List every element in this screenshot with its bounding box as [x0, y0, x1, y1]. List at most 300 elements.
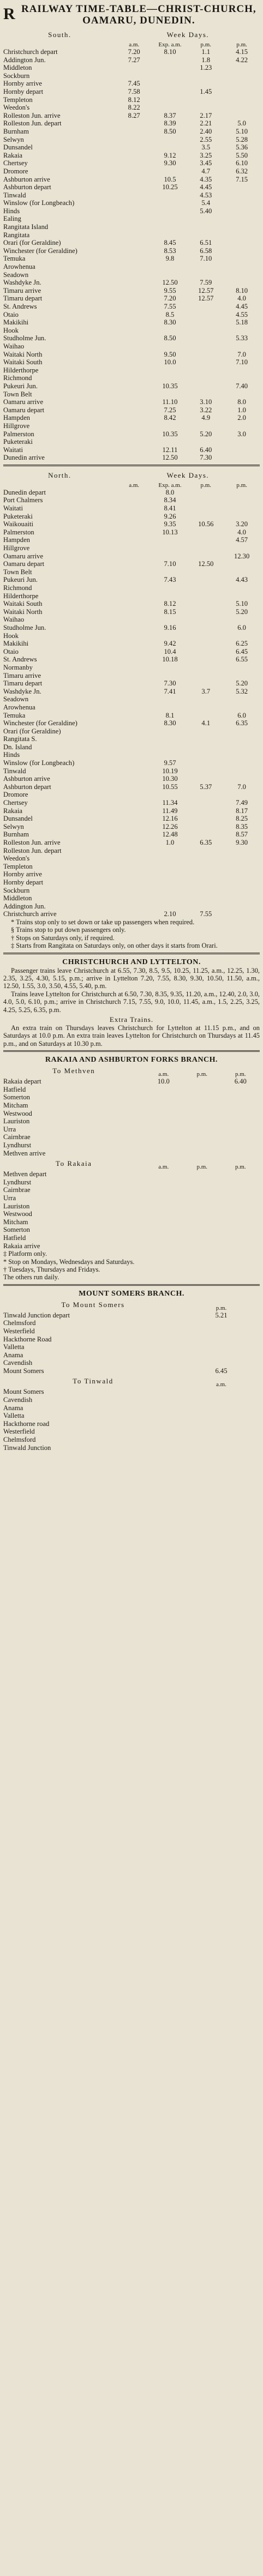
station-name: Rangitata Island [3, 223, 49, 231]
time-cell [152, 902, 188, 911]
time-cell [188, 887, 224, 895]
time-cell: 1.1 [201, 48, 211, 56]
time-cell: 8.12 [128, 95, 140, 104]
time-cell: 8.50 [164, 334, 176, 342]
station-name: Selwyn [3, 135, 24, 143]
station-name: Mount Somers [3, 1367, 44, 1375]
station-name: Otaio [3, 310, 19, 318]
time-cell [116, 351, 152, 359]
table-row [3, 1311, 260, 1320]
footnote: The others run daily. [3, 1273, 59, 1281]
station-name: Somerton [3, 1226, 30, 1234]
time-cell [152, 536, 188, 544]
time-cell [188, 672, 224, 680]
time-cell [116, 311, 152, 319]
time-cell [224, 247, 260, 255]
time-cell [116, 584, 152, 592]
time-cell [224, 759, 260, 767]
station-name: Makikihi [3, 640, 29, 648]
time-cell [224, 878, 260, 887]
time-cell [224, 239, 260, 247]
time-cell [152, 104, 188, 112]
time-cell [188, 863, 224, 871]
time-cell [116, 366, 152, 375]
rakaia-heading: RAKAIA AND ASHBURTON FORKS BRANCH. [45, 1056, 218, 1064]
station-name: Westerfield [3, 1327, 35, 1335]
time-cell [116, 600, 152, 608]
time-cell [152, 703, 188, 712]
time-cell: 7.43 [164, 576, 176, 584]
station-name: Town Belt [3, 568, 32, 576]
time-cell: 5.10 [236, 127, 248, 135]
time-cell [222, 1102, 260, 1110]
station-name: Chertsey [3, 159, 28, 167]
time-cell [188, 735, 224, 743]
time-cell: 9.35 [164, 520, 176, 528]
time-cell [116, 406, 152, 414]
table-row [3, 255, 260, 263]
time-cell [188, 592, 224, 600]
station-name: Hackthorne road [3, 1419, 50, 1428]
time-cell [222, 1149, 260, 1158]
table-row [3, 96, 260, 104]
table-row [3, 390, 260, 399]
station-name: Hornby depart [3, 878, 44, 886]
table-row [3, 430, 260, 438]
time-cell [224, 616, 260, 624]
table-row [3, 695, 260, 703]
time-cell [224, 104, 260, 112]
station-name: Port Chalmers [3, 496, 43, 504]
station-name: Christchurch arrive [3, 910, 57, 918]
station-name: Christchurch depart [3, 48, 58, 56]
table-row [3, 1436, 260, 1444]
time-cell [116, 847, 152, 855]
table-row [3, 318, 260, 327]
station-name: Middleton [3, 64, 32, 72]
time-cell [152, 136, 188, 144]
time-cell: 7.25 [164, 406, 176, 414]
time-cell: 7.0 [237, 783, 246, 791]
time-cell [224, 751, 260, 759]
table-row [3, 1117, 260, 1126]
time-cell: 6.25 [236, 640, 248, 648]
time-cell [222, 1126, 260, 1134]
table-row [3, 382, 260, 390]
time-col-label: p.m. [235, 1164, 246, 1171]
time-cell [116, 608, 152, 616]
time-cell [222, 1234, 260, 1242]
table-row [3, 1428, 260, 1436]
time-cell [224, 72, 260, 80]
table-row [3, 743, 260, 751]
station-name: Hornby arrive [3, 80, 42, 88]
time-cell: 7.45 [128, 80, 140, 88]
time-cell [188, 536, 224, 544]
time-cell [116, 520, 152, 528]
time-cell [116, 536, 152, 544]
table-row [3, 279, 260, 287]
time-cell: 10.19 [162, 767, 178, 775]
station-name: Sockburn [3, 886, 30, 894]
time-cell [116, 390, 152, 399]
time-cell [224, 568, 260, 576]
time-cell: 7.55 [200, 910, 212, 918]
time-cell [224, 544, 260, 552]
table-row [3, 719, 260, 727]
time-cell [152, 552, 188, 561]
table-row [3, 703, 260, 712]
time-cell [116, 271, 152, 279]
table-row [3, 1102, 260, 1110]
time-cell: 9.8 [165, 255, 175, 263]
station-name: St. Andrews [3, 303, 37, 310]
time-cell [145, 1149, 183, 1158]
table-row [3, 136, 260, 144]
time-cell [224, 496, 260, 504]
time-col-label: a.m. [129, 41, 140, 48]
time-cell [152, 438, 188, 446]
table-row [3, 544, 260, 552]
time-cell: 8.27 [128, 111, 140, 119]
table-row [3, 294, 260, 303]
table-row [3, 775, 260, 783]
time-cell [116, 430, 152, 438]
station-name: Lyndhurst [3, 1178, 32, 1186]
time-cell [116, 72, 152, 80]
table-row [3, 863, 260, 871]
time-cell: 7.30 [164, 679, 176, 688]
station-name: Hilderthorpe [3, 366, 39, 374]
time-cell [116, 807, 152, 815]
time-cell [188, 830, 224, 839]
time-cell: 7.27 [128, 56, 140, 64]
time-cell [183, 1226, 222, 1234]
time-cell [188, 902, 224, 911]
station-name: Tinwald Junction depart [3, 1311, 70, 1319]
time-cell: 2.55 [200, 135, 212, 143]
time-col-label: a.m. [158, 1164, 169, 1171]
table-row [3, 1404, 260, 1412]
time-cell: 4.45 [236, 303, 248, 310]
time-cell [188, 799, 224, 807]
time-cell: 10.30 [162, 775, 178, 783]
station-name: Waitaki South [3, 358, 43, 366]
table-row [3, 489, 260, 497]
station-name: Weedon's [3, 104, 30, 112]
time-cell: 12.16 [162, 815, 178, 823]
time-cell: 9.50 [164, 350, 176, 358]
time-cell: 9.30 [236, 839, 248, 846]
time-cell [145, 1234, 183, 1242]
time-cell [116, 374, 152, 382]
time-cell: 12.57 [198, 286, 214, 294]
time-cell [188, 528, 224, 537]
table-row [3, 334, 260, 342]
time-cell [224, 422, 260, 430]
time-cell [224, 672, 260, 680]
extra-trains-para: An extra train on Thursdays leaves Christchurch for Lyttelton at 11.15 p.m., and on Saturdays at 10.0 p.m. An extra train leaves Lyttelton for Christchurch on Thursdays at 11.45 p.m., and on Saturdays at 10.30 p.m. [3, 1024, 260, 1048]
table-row [3, 1078, 260, 1086]
time-cell: 8.42 [164, 414, 176, 422]
time-cell [116, 382, 152, 390]
time-cell [116, 887, 152, 895]
time-cell: 10.5 [164, 175, 176, 183]
time-cell [116, 176, 152, 184]
time-cell [188, 712, 224, 720]
direction-header: To Mount Somers [61, 1300, 125, 1309]
time-cell [222, 1170, 260, 1178]
table-row [3, 735, 260, 743]
time-cell [188, 342, 224, 351]
direction-header: To Rakaia [56, 1159, 92, 1168]
time-cell [116, 143, 152, 152]
time-cell: 4.0 [237, 294, 246, 303]
station-name: Hornby arrive [3, 870, 42, 878]
station-name: Addington Jun. [3, 56, 46, 64]
time-cell [116, 679, 152, 688]
time-cell [224, 743, 260, 751]
time-cell: 9.55 [164, 286, 176, 294]
time-cell [152, 727, 188, 736]
table-row [3, 616, 260, 624]
time-cell [116, 159, 152, 167]
time-cell [222, 1133, 260, 1141]
table-row [3, 1335, 260, 1344]
time-cell [116, 64, 152, 72]
time-cell [145, 1170, 183, 1178]
table-row [3, 847, 260, 855]
station-name: Urra [3, 1194, 16, 1202]
time-cell [224, 374, 260, 382]
time-cell: 5.21 [215, 1311, 228, 1319]
time-cell: 6.10 [236, 159, 248, 167]
station-name: Palmerston [3, 430, 34, 438]
time-cell: 4.55 [236, 310, 248, 318]
table-row [3, 1242, 260, 1250]
time-cell [183, 1117, 222, 1126]
station-name: Otaio [3, 647, 19, 655]
station-name: Town Belt [3, 390, 32, 398]
time-cell [183, 1170, 222, 1178]
footnote: ‡ Platform only. [3, 1250, 47, 1258]
time-cell: 8.57 [236, 830, 248, 839]
time-cell: 6.32 [236, 167, 248, 175]
table-row [3, 751, 260, 759]
time-cell: 8.35 [236, 822, 248, 830]
station-name: Rangitata S. [3, 735, 37, 743]
station-name: Orari (for Geraldine) [3, 239, 61, 247]
station-name: Richmond [3, 374, 32, 382]
table-row [3, 414, 260, 422]
time-cell [188, 608, 224, 616]
table-row [3, 839, 260, 847]
time-cell: 12.26 [162, 822, 178, 830]
time-cell [116, 576, 152, 584]
time-cell: 4.53 [200, 191, 212, 199]
station-name: Waitaki North [3, 607, 43, 616]
time-cell: 3.20 [236, 520, 248, 528]
time-cell: 8.22 [128, 104, 140, 112]
time-cell [222, 1194, 260, 1202]
time-cell [222, 1141, 260, 1149]
table-row [3, 759, 260, 767]
station-name: Sockburn [3, 71, 30, 80]
time-cell [116, 688, 152, 696]
time-cell: 3.25 [200, 151, 212, 159]
table-row [3, 679, 260, 688]
table-row [3, 247, 260, 255]
time-cell: 5.0 [237, 119, 246, 128]
time-cell [116, 751, 152, 759]
table-row [3, 398, 260, 406]
table-row [3, 887, 260, 895]
time-cell [188, 894, 224, 902]
station-name: Hilderthorpe [3, 592, 39, 600]
time-col-label: p.m. [196, 1071, 208, 1078]
table-row [3, 72, 260, 80]
time-cell [116, 191, 152, 200]
time-cell [145, 1102, 183, 1110]
time-cell [183, 1126, 222, 1134]
station-name: Ashburton depart [3, 783, 51, 791]
time-cell: 8.0 [165, 488, 175, 496]
time-cell [152, 894, 188, 902]
station-name: Waitati [3, 446, 23, 454]
time-cell [116, 255, 152, 263]
time-cell [116, 878, 152, 887]
station-name: Selwyn [3, 822, 24, 830]
time-cell: 9.57 [164, 759, 176, 767]
time-cell: 4.15 [236, 48, 248, 56]
station-name: Hillgrove [3, 422, 30, 430]
time-cell: 7.59 [200, 279, 212, 287]
time-cell: 3.0 [237, 430, 246, 438]
time-cell: 4.1 [201, 719, 211, 727]
time-cell [152, 592, 188, 600]
time-cell [188, 616, 224, 624]
time-cell [116, 664, 152, 672]
time-cell: 12.50 [162, 454, 178, 462]
time-cell [116, 616, 152, 624]
table-row [3, 783, 260, 791]
time-cell [224, 902, 260, 911]
time-cell [152, 672, 188, 680]
time-cell [188, 854, 224, 863]
time-cell: 9.30 [164, 159, 176, 167]
time-cell [224, 854, 260, 863]
table-row [3, 1093, 260, 1102]
time-cell [152, 854, 188, 863]
time-cell [116, 552, 152, 561]
mount-somers-timetable [3, 1298, 260, 1452]
time-cell [116, 358, 152, 366]
time-cell [224, 327, 260, 335]
time-cell [188, 727, 224, 736]
time-cell [224, 870, 260, 878]
time-cell [188, 358, 224, 366]
station-name: Chelmsford [3, 1436, 36, 1444]
weekdays-header: Week Days. [166, 471, 210, 479]
station-name: Hatfield [3, 1085, 26, 1093]
time-col-label: p.m. [235, 1071, 246, 1078]
rakaia-timetable [3, 1064, 260, 1250]
station-name: Lauriston [3, 1117, 30, 1126]
time-cell [183, 1388, 260, 1396]
station-name: Mitcham [3, 1218, 28, 1226]
time-cell [116, 454, 152, 462]
time-cell [188, 303, 224, 311]
station-name: Rolleston Jun. arrive [3, 111, 61, 119]
time-cell [183, 1178, 222, 1187]
time-cell [116, 894, 152, 902]
table-row [3, 1420, 260, 1428]
time-cell [188, 847, 224, 855]
time-cell [152, 327, 188, 335]
time-cell: 2.21 [200, 119, 212, 128]
station-name: Lauriston [3, 1202, 30, 1210]
table-row [3, 878, 260, 887]
time-cell [224, 112, 260, 120]
time-cell [152, 632, 188, 640]
time-cell [145, 1110, 183, 1118]
time-cell: 7.15 [236, 175, 248, 183]
time-cell: 10.55 [162, 783, 178, 791]
table-row [3, 870, 260, 878]
station-name: Hackthorne Road [3, 1335, 52, 1343]
time-cell: 7.41 [164, 687, 176, 695]
table-row [3, 454, 260, 462]
time-cell [116, 632, 152, 640]
time-cell [116, 334, 152, 342]
station-name: Methven depart [3, 1170, 47, 1178]
page-title [3, 3, 260, 26]
station-name: Hornby depart [3, 87, 44, 95]
table-row [3, 504, 260, 513]
station-name: Chertsey [3, 799, 28, 807]
time-col-label: p.m. [236, 482, 247, 489]
table-row [3, 600, 260, 608]
table-row [3, 1444, 260, 1452]
table-row [3, 584, 260, 592]
station-name: Ealing [3, 215, 21, 223]
station-name: Hook [3, 326, 19, 334]
table-row [3, 496, 260, 504]
time-cell [116, 438, 152, 446]
time-cell [116, 823, 152, 831]
time-cell [188, 679, 224, 688]
time-cell [116, 199, 152, 207]
station-name: Anama [3, 1404, 23, 1412]
station-name: Winchester (for Geraldine) [3, 246, 77, 255]
time-cell: 3.22 [200, 406, 212, 414]
time-cell [183, 1078, 222, 1086]
time-cell [183, 1404, 260, 1412]
time-cell: 6.45 [215, 1367, 228, 1375]
station-name: Ashburton arrive [3, 175, 50, 183]
time-cell [116, 167, 152, 176]
time-cell: 8.30 [164, 719, 176, 727]
time-cell [116, 727, 152, 736]
station-name: Winslow (for Longbeach) [3, 759, 75, 767]
station-name: Westerfield [3, 1428, 35, 1436]
time-cell [145, 1086, 183, 1094]
time-cell: 1.45 [200, 87, 212, 95]
table-row [3, 1133, 260, 1141]
time-cell [152, 374, 188, 382]
station-name: Templeton [3, 95, 33, 104]
station-name: Winchester (for Geraldine) [3, 719, 77, 727]
